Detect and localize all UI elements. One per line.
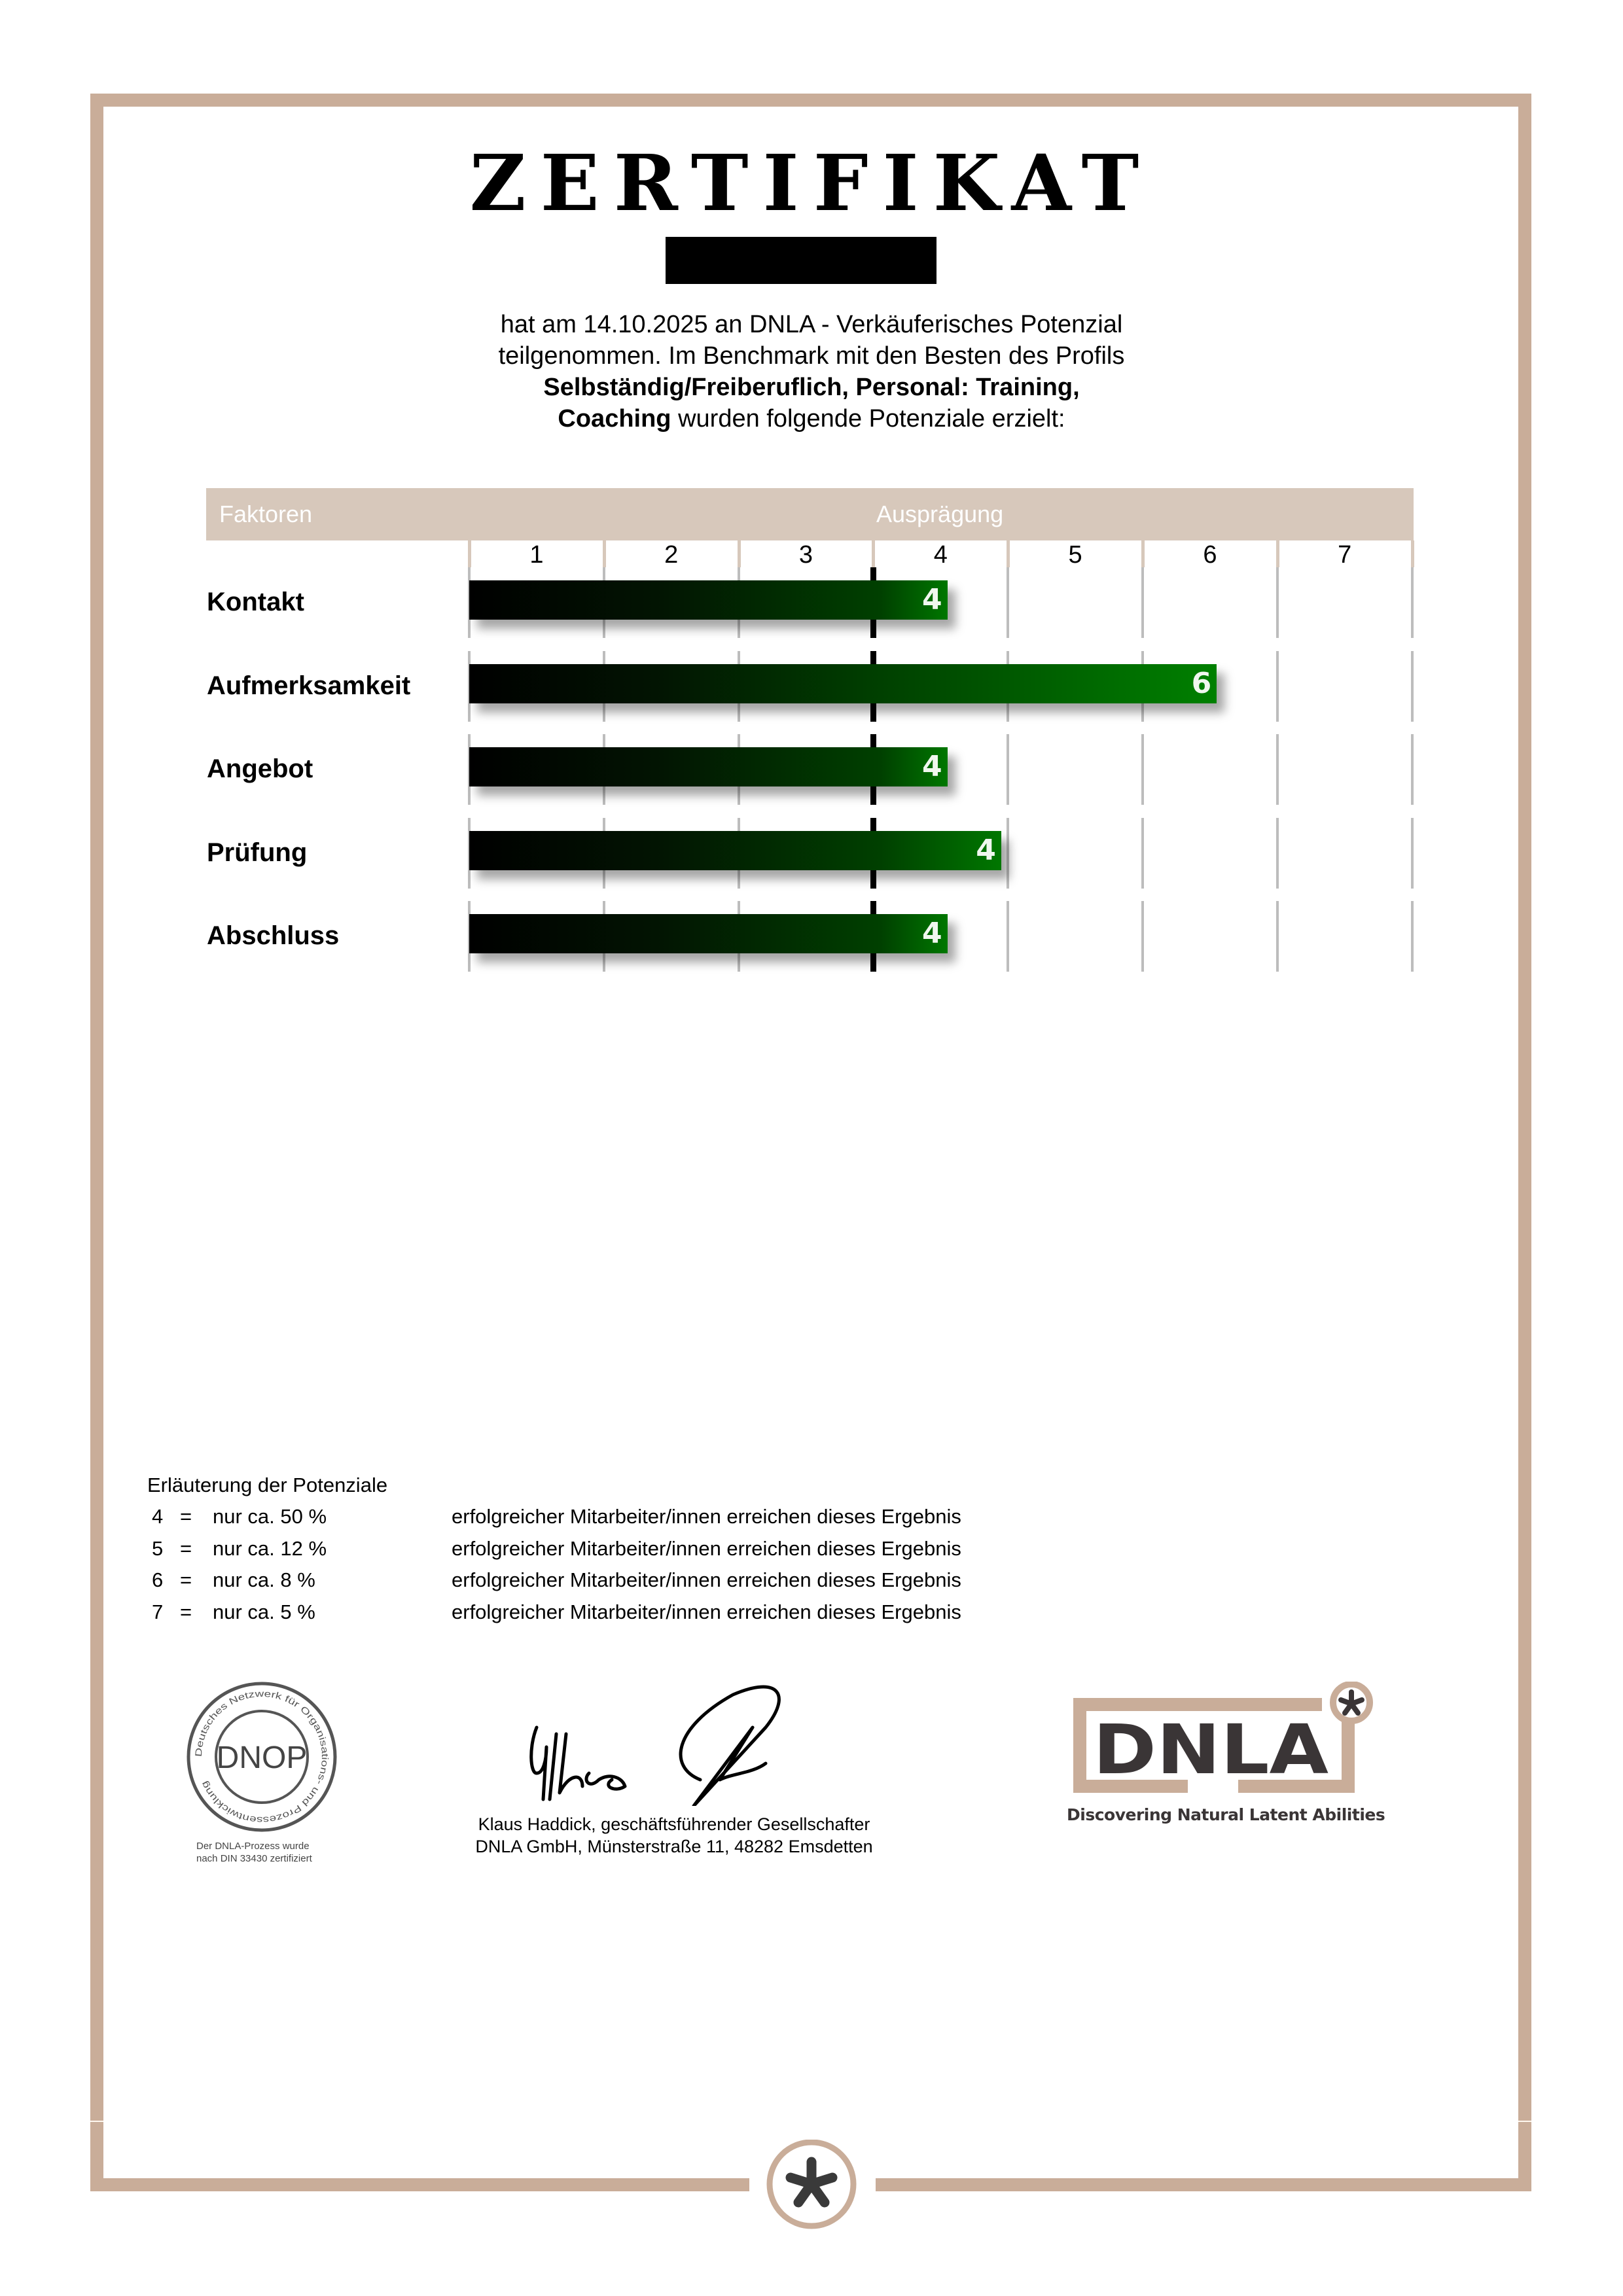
seal-caption-line-1: Der DNLA-Prozess wurde: [196, 1841, 310, 1852]
factor-bar: [469, 664, 1217, 703]
x-tick-separator: [1007, 540, 1010, 567]
grid-line: [1007, 818, 1009, 889]
legend-equals: =: [180, 1600, 192, 1623]
factor-label: Abschluss: [207, 921, 340, 950]
grid-line: [1141, 901, 1144, 972]
bar-value-label: 4: [921, 750, 942, 783]
profile-name: Selbständig/Freiberuflich, Personal: Training,: [543, 374, 1080, 401]
grid-line: [1411, 651, 1414, 722]
intro-line-1: hat am 14.10.2025 an DNLA - Verkäuferisches Potenzial: [500, 311, 1123, 338]
x-tick-label: 4: [933, 541, 948, 569]
frame-border-top: [90, 94, 1531, 107]
bar-value-label: 4: [921, 583, 942, 616]
seal-caption: [196, 1840, 353, 1865]
factor-label: Prüfung: [207, 838, 308, 867]
seal-ring-text: Deutsches Netzwerk für Organisations- und Prozessentwicklung: [192, 1687, 331, 1826]
x-tick-separator: [872, 540, 875, 567]
header-auspraegung: Ausprägung: [876, 501, 1004, 527]
frame-divider-right: [1518, 2121, 1531, 2122]
legend-percentage: nur ca. 50 %: [213, 1505, 327, 1528]
factor-label: Angebot: [207, 754, 313, 783]
redacted-recipient-name: [666, 237, 936, 284]
seal-caption-line-2: nach DIN 33430 zertifiziert: [196, 1853, 312, 1864]
x-tick-separator: [1276, 540, 1279, 567]
legend-row: [147, 1536, 1063, 1562]
certificate-title: ZERTIFIKAT: [469, 137, 1154, 228]
bar-value-label: 6: [1191, 666, 1212, 700]
legend-row: [147, 1599, 1063, 1625]
factor-bar: [469, 831, 1001, 870]
legend-equals: =: [180, 1505, 192, 1528]
asterisk-emblem-icon: [766, 2140, 857, 2231]
legend-row: [147, 1504, 1063, 1530]
legend-description: erfolgreicher Mitarbeiter/innen erreichen dieses Ergebnis: [452, 1600, 961, 1623]
grid-line: [1007, 901, 1009, 972]
x-tick-separator: [468, 540, 471, 567]
factor-bar: [469, 914, 948, 953]
grid-line: [1141, 567, 1144, 638]
factor-label: Aufmerksamkeit: [207, 671, 411, 700]
grid-line: [1276, 567, 1279, 638]
bar-value-label: 4: [976, 833, 996, 867]
legend-percentage: nur ca. 8 %: [213, 1568, 315, 1591]
x-tick-separator: [603, 540, 606, 567]
seal-center-text: DNOP: [216, 1740, 308, 1775]
legend-title: Erläuterung der Potenziale: [147, 1474, 388, 1496]
x-tick-separator: [738, 540, 741, 567]
x-tick-label: 7: [1338, 541, 1352, 569]
grid-line: [1276, 651, 1279, 722]
handwritten-signature: [517, 1675, 831, 1806]
legend-description: erfolgreicher Mitarbeiter/innen erreichen dieses Ergebnis: [452, 1505, 961, 1528]
profile-name-continued: Coaching: [558, 405, 671, 433]
legend-value: 4: [152, 1505, 164, 1528]
legend-percentage: nur ca. 5 %: [213, 1600, 315, 1623]
x-tick-label: 3: [798, 541, 813, 569]
signatory-name: Klaus Haddick, geschäftsführender Gesellschafter: [478, 1814, 870, 1834]
intro-line-2: teilgenommen. Im Benchmark mit den Besten des Profils: [498, 342, 1125, 370]
legend-description: erfolgreicher Mitarbeiter/innen erreichen dieses Ergebnis: [452, 1536, 961, 1560]
grid-line: [1411, 567, 1414, 638]
grid-line: [1411, 818, 1414, 889]
legend-value: 7: [152, 1600, 164, 1623]
dnla-logo: [1067, 1682, 1381, 1799]
signatory-address: DNLA GmbH, Münsterstraße 11, 48282 Emsdetten: [475, 1837, 873, 1856]
grid-line: [1411, 901, 1414, 972]
legend-description: erfolgreicher Mitarbeiter/innen erreichen dieses Ergebnis: [452, 1568, 961, 1591]
legend-value: 5: [152, 1536, 164, 1560]
frame-border-bottom-left: [90, 2178, 749, 2191]
legend-equals: =: [180, 1536, 192, 1560]
certificate-intro: [0, 309, 1623, 434]
frame-divider-left: [90, 2121, 103, 2122]
x-tick-separator: [1141, 540, 1145, 567]
logo-tagline: Discovering Natural Latent Abilities: [1067, 1805, 1385, 1824]
bar-value-label: 4: [921, 917, 942, 950]
x-tick-label: 1: [529, 541, 544, 569]
grid-line: [1141, 734, 1144, 805]
legend-value: 6: [152, 1568, 164, 1591]
intro-line-4: wurden folgende Potenziale erzielt:: [671, 405, 1065, 433]
grid-line: [1007, 734, 1009, 805]
chart-header: [206, 488, 1414, 540]
dnop-seal: [180, 1675, 344, 1839]
legend-row: [147, 1567, 1063, 1593]
legend-equals: =: [180, 1568, 192, 1591]
grid-line: [1276, 734, 1279, 805]
grid-line: [1141, 818, 1144, 889]
x-tick-separator: [1411, 540, 1414, 567]
factor-label: Kontakt: [207, 588, 304, 616]
factor-bar: [469, 580, 948, 620]
grid-line: [1276, 818, 1279, 889]
header-faktoren: Faktoren: [219, 501, 313, 527]
frame-border-bottom-right: [876, 2178, 1531, 2191]
x-tick-label: 5: [1068, 541, 1082, 569]
factor-bar: [469, 747, 948, 786]
logo-wordmark: DNLA: [1093, 1710, 1329, 1790]
grid-line: [1007, 567, 1009, 638]
x-tick-label: 2: [664, 541, 679, 569]
x-tick-label: 6: [1203, 541, 1217, 569]
grid-line: [1411, 734, 1414, 805]
legend-percentage: nur ca. 12 %: [213, 1536, 327, 1560]
grid-line: [1276, 901, 1279, 972]
